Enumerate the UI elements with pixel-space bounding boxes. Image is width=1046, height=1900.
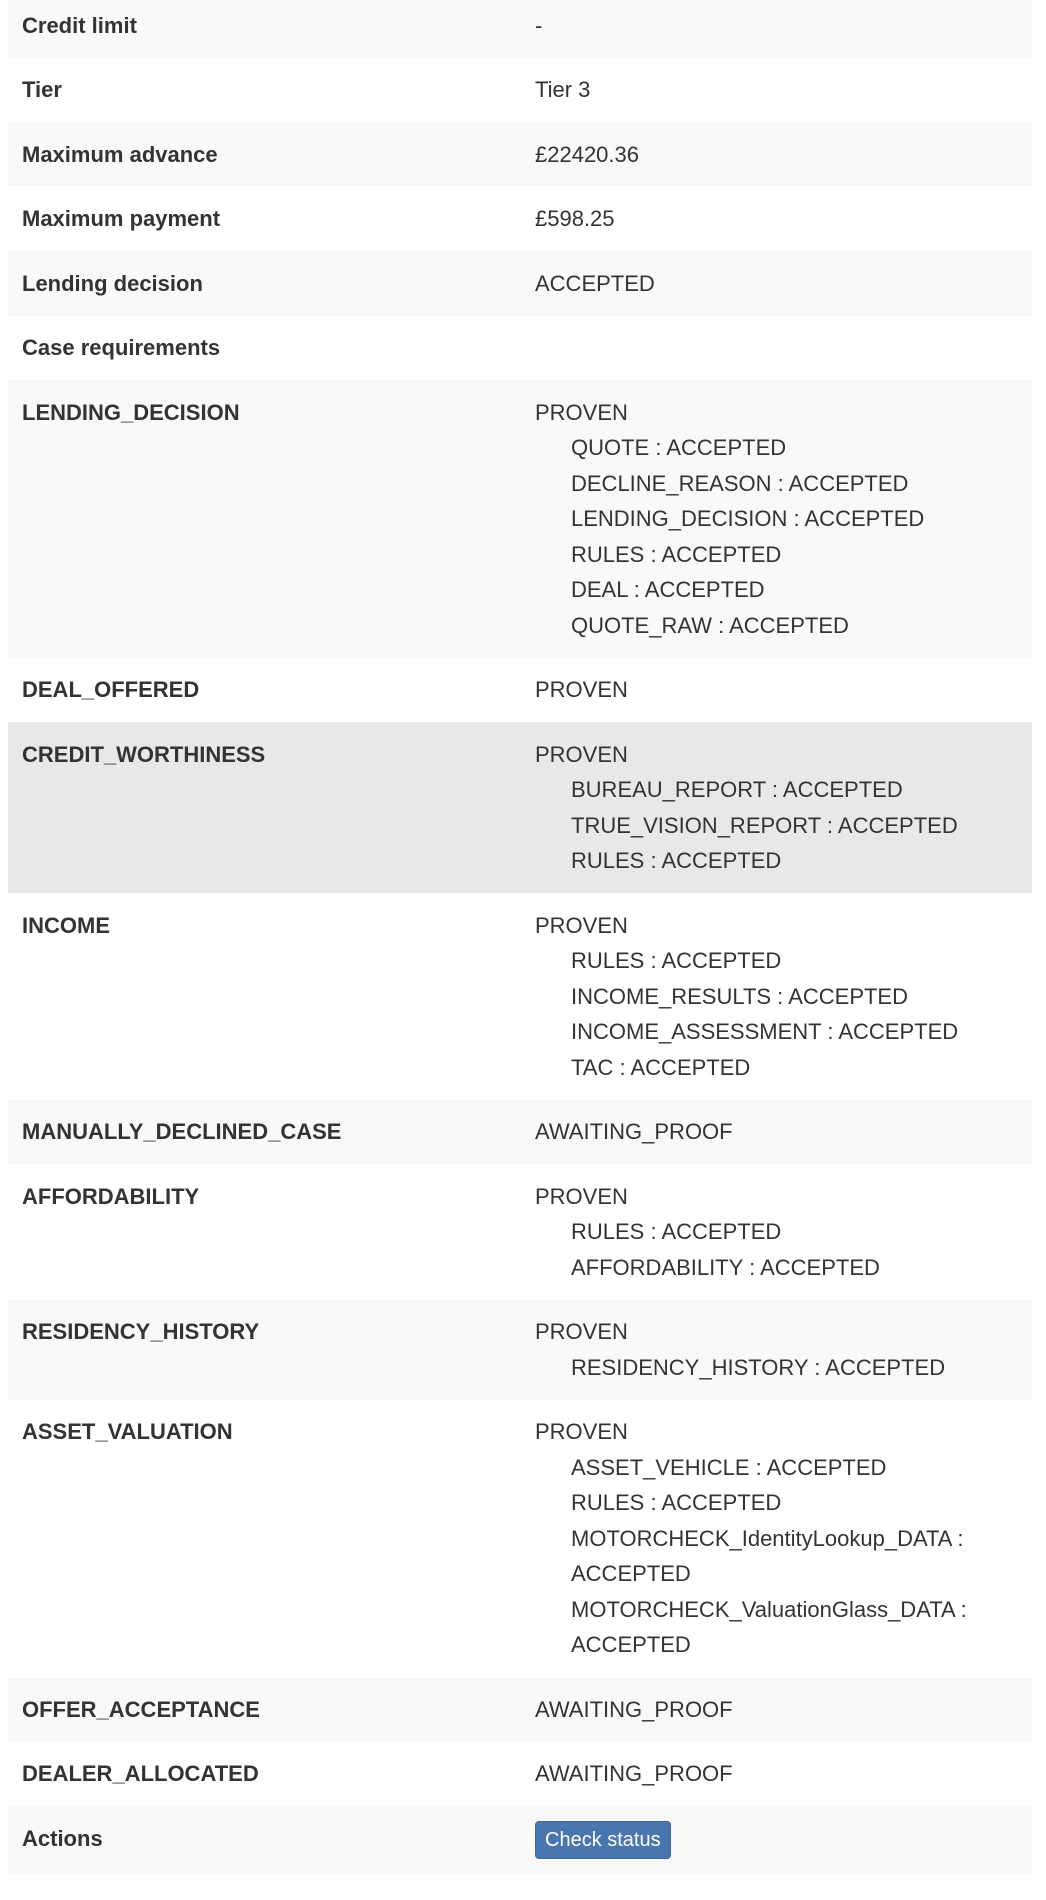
case-details-panel bbox=[8, 0, 1032, 1873]
requirement-items bbox=[535, 430, 1018, 643]
requirement-status: PROVEN bbox=[535, 399, 628, 425]
requirement-name: OFFER_ACCEPTANCE bbox=[8, 1677, 521, 1742]
maximum-advance-value: £22420.36 bbox=[521, 122, 1032, 187]
requirement-row bbox=[8, 1742, 1032, 1807]
row-credit-limit bbox=[8, 0, 1032, 58]
requirement-items bbox=[535, 772, 1018, 879]
requirement-item: QUOTE_RAW : ACCEPTED bbox=[571, 612, 849, 638]
requirement-item: TRUE_VISION_REPORT : ACCEPTED bbox=[571, 812, 958, 838]
requirement-item: RULES : ACCEPTED bbox=[571, 1219, 782, 1244]
requirement-item: RULES : ACCEPTED bbox=[571, 1490, 782, 1515]
tier-label: Tier bbox=[8, 58, 521, 123]
requirement-item: AFFORDABILITY : ACCEPTED bbox=[571, 1254, 880, 1280]
requirement-row bbox=[8, 658, 1032, 723]
requirement-item: DECLINE_REASON : ACCEPTED bbox=[571, 470, 909, 496]
requirement-row bbox=[8, 1164, 1032, 1300]
requirement-detail bbox=[521, 1400, 1032, 1678]
requirement-item: MOTORCHECK_ValuationGlass_DATA : ACCEPTED bbox=[571, 1596, 967, 1657]
credit-limit-value: - bbox=[521, 0, 1032, 58]
requirement-item: RULES : ACCEPTED bbox=[571, 848, 782, 873]
requirement-detail bbox=[521, 1164, 1032, 1300]
check-status-button[interactable]: Check status bbox=[535, 1821, 671, 1859]
requirement-status: AWAITING_PROOF bbox=[535, 1119, 733, 1144]
lending-decision-label: Lending decision bbox=[8, 251, 521, 316]
requirement-items bbox=[535, 1214, 1018, 1285]
requirement-item: BUREAU_REPORT : ACCEPTED bbox=[571, 777, 903, 802]
requirement-name: CREDIT_WORTHINESS bbox=[8, 722, 521, 893]
requirement-name: RESIDENCY_HISTORY bbox=[8, 1300, 521, 1400]
requirement-status: PROVEN bbox=[535, 1183, 628, 1209]
requirement-detail bbox=[521, 658, 1032, 723]
requirement-name: DEALER_ALLOCATED bbox=[8, 1742, 521, 1807]
requirement-item: RULES : ACCEPTED bbox=[571, 948, 782, 973]
tier-value: Tier 3 bbox=[521, 58, 1032, 123]
requirement-status: PROVEN bbox=[535, 1319, 628, 1344]
maximum-payment-label: Maximum payment bbox=[8, 187, 521, 252]
requirement-status: PROVEN bbox=[535, 741, 628, 767]
maximum-payment-value: £598.25 bbox=[521, 187, 1032, 252]
requirement-detail bbox=[521, 1677, 1032, 1742]
requirement-items bbox=[535, 1450, 1018, 1663]
requirement-row bbox=[8, 722, 1032, 893]
requirement-row bbox=[8, 1677, 1032, 1742]
requirement-item: MOTORCHECK_IdentityLookup_DATA : ACCEPTED bbox=[571, 1525, 964, 1586]
requirement-detail bbox=[521, 1742, 1032, 1807]
maximum-advance-label: Maximum advance bbox=[8, 122, 521, 187]
requirement-status: AWAITING_PROOF bbox=[535, 1761, 733, 1786]
requirement-detail bbox=[521, 380, 1032, 658]
requirement-name: AFFORDABILITY bbox=[8, 1164, 521, 1300]
row-actions bbox=[8, 1806, 1032, 1873]
requirement-status: PROVEN bbox=[535, 677, 628, 702]
requirement-items bbox=[535, 1350, 1018, 1386]
requirement-items bbox=[535, 943, 1018, 1085]
requirement-item: INCOME_ASSESSMENT : ACCEPTED bbox=[571, 1019, 959, 1044]
requirement-item: QUOTE : ACCEPTED bbox=[571, 435, 787, 460]
requirement-status: PROVEN bbox=[535, 1419, 628, 1444]
requirement-item: RESIDENCY_HISTORY : ACCEPTED bbox=[571, 1354, 946, 1380]
requirement-name: ASSET_VALUATION bbox=[8, 1400, 521, 1678]
case-requirements-empty bbox=[521, 316, 1032, 381]
requirement-row bbox=[8, 1400, 1032, 1678]
requirement-item: RULES : ACCEPTED bbox=[571, 541, 782, 567]
row-maximum-advance bbox=[8, 122, 1032, 187]
requirement-row bbox=[8, 1100, 1032, 1165]
requirement-detail bbox=[521, 1300, 1032, 1400]
requirement-item: DEAL : ACCEPTED bbox=[571, 577, 765, 602]
case-requirements-heading: Case requirements bbox=[8, 316, 521, 381]
row-case-requirements-heading bbox=[8, 316, 1032, 381]
requirement-status: AWAITING_PROOF bbox=[535, 1696, 733, 1722]
requirement-item: ASSET_VEHICLE : ACCEPTED bbox=[571, 1454, 887, 1480]
requirement-detail bbox=[521, 893, 1032, 1100]
lending-decision-value: ACCEPTED bbox=[521, 251, 1032, 316]
requirement-name: LENDING_DECISION bbox=[8, 380, 521, 658]
requirement-name: MANUALLY_DECLINED_CASE bbox=[8, 1100, 521, 1165]
credit-limit-label: Credit limit bbox=[8, 0, 521, 58]
row-maximum-payment bbox=[8, 187, 1032, 252]
requirement-detail bbox=[521, 1100, 1032, 1165]
requirement-row bbox=[8, 380, 1032, 658]
requirement-item: LENDING_DECISION : ACCEPTED bbox=[571, 506, 925, 531]
actions-label: Actions bbox=[8, 1806, 521, 1873]
requirement-detail bbox=[521, 722, 1032, 893]
case-details-table bbox=[8, 0, 1032, 1873]
requirement-row bbox=[8, 1300, 1032, 1400]
requirement-row bbox=[8, 893, 1032, 1100]
requirement-status: PROVEN bbox=[535, 912, 628, 938]
row-lending-decision bbox=[8, 251, 1032, 316]
requirement-name: DEAL_OFFERED bbox=[8, 658, 521, 723]
requirement-item: INCOME_RESULTS : ACCEPTED bbox=[571, 983, 908, 1009]
requirement-name: INCOME bbox=[8, 893, 521, 1100]
row-tier bbox=[8, 58, 1032, 123]
requirement-item: TAC : ACCEPTED bbox=[571, 1054, 751, 1080]
actions-cell bbox=[521, 1806, 1032, 1873]
